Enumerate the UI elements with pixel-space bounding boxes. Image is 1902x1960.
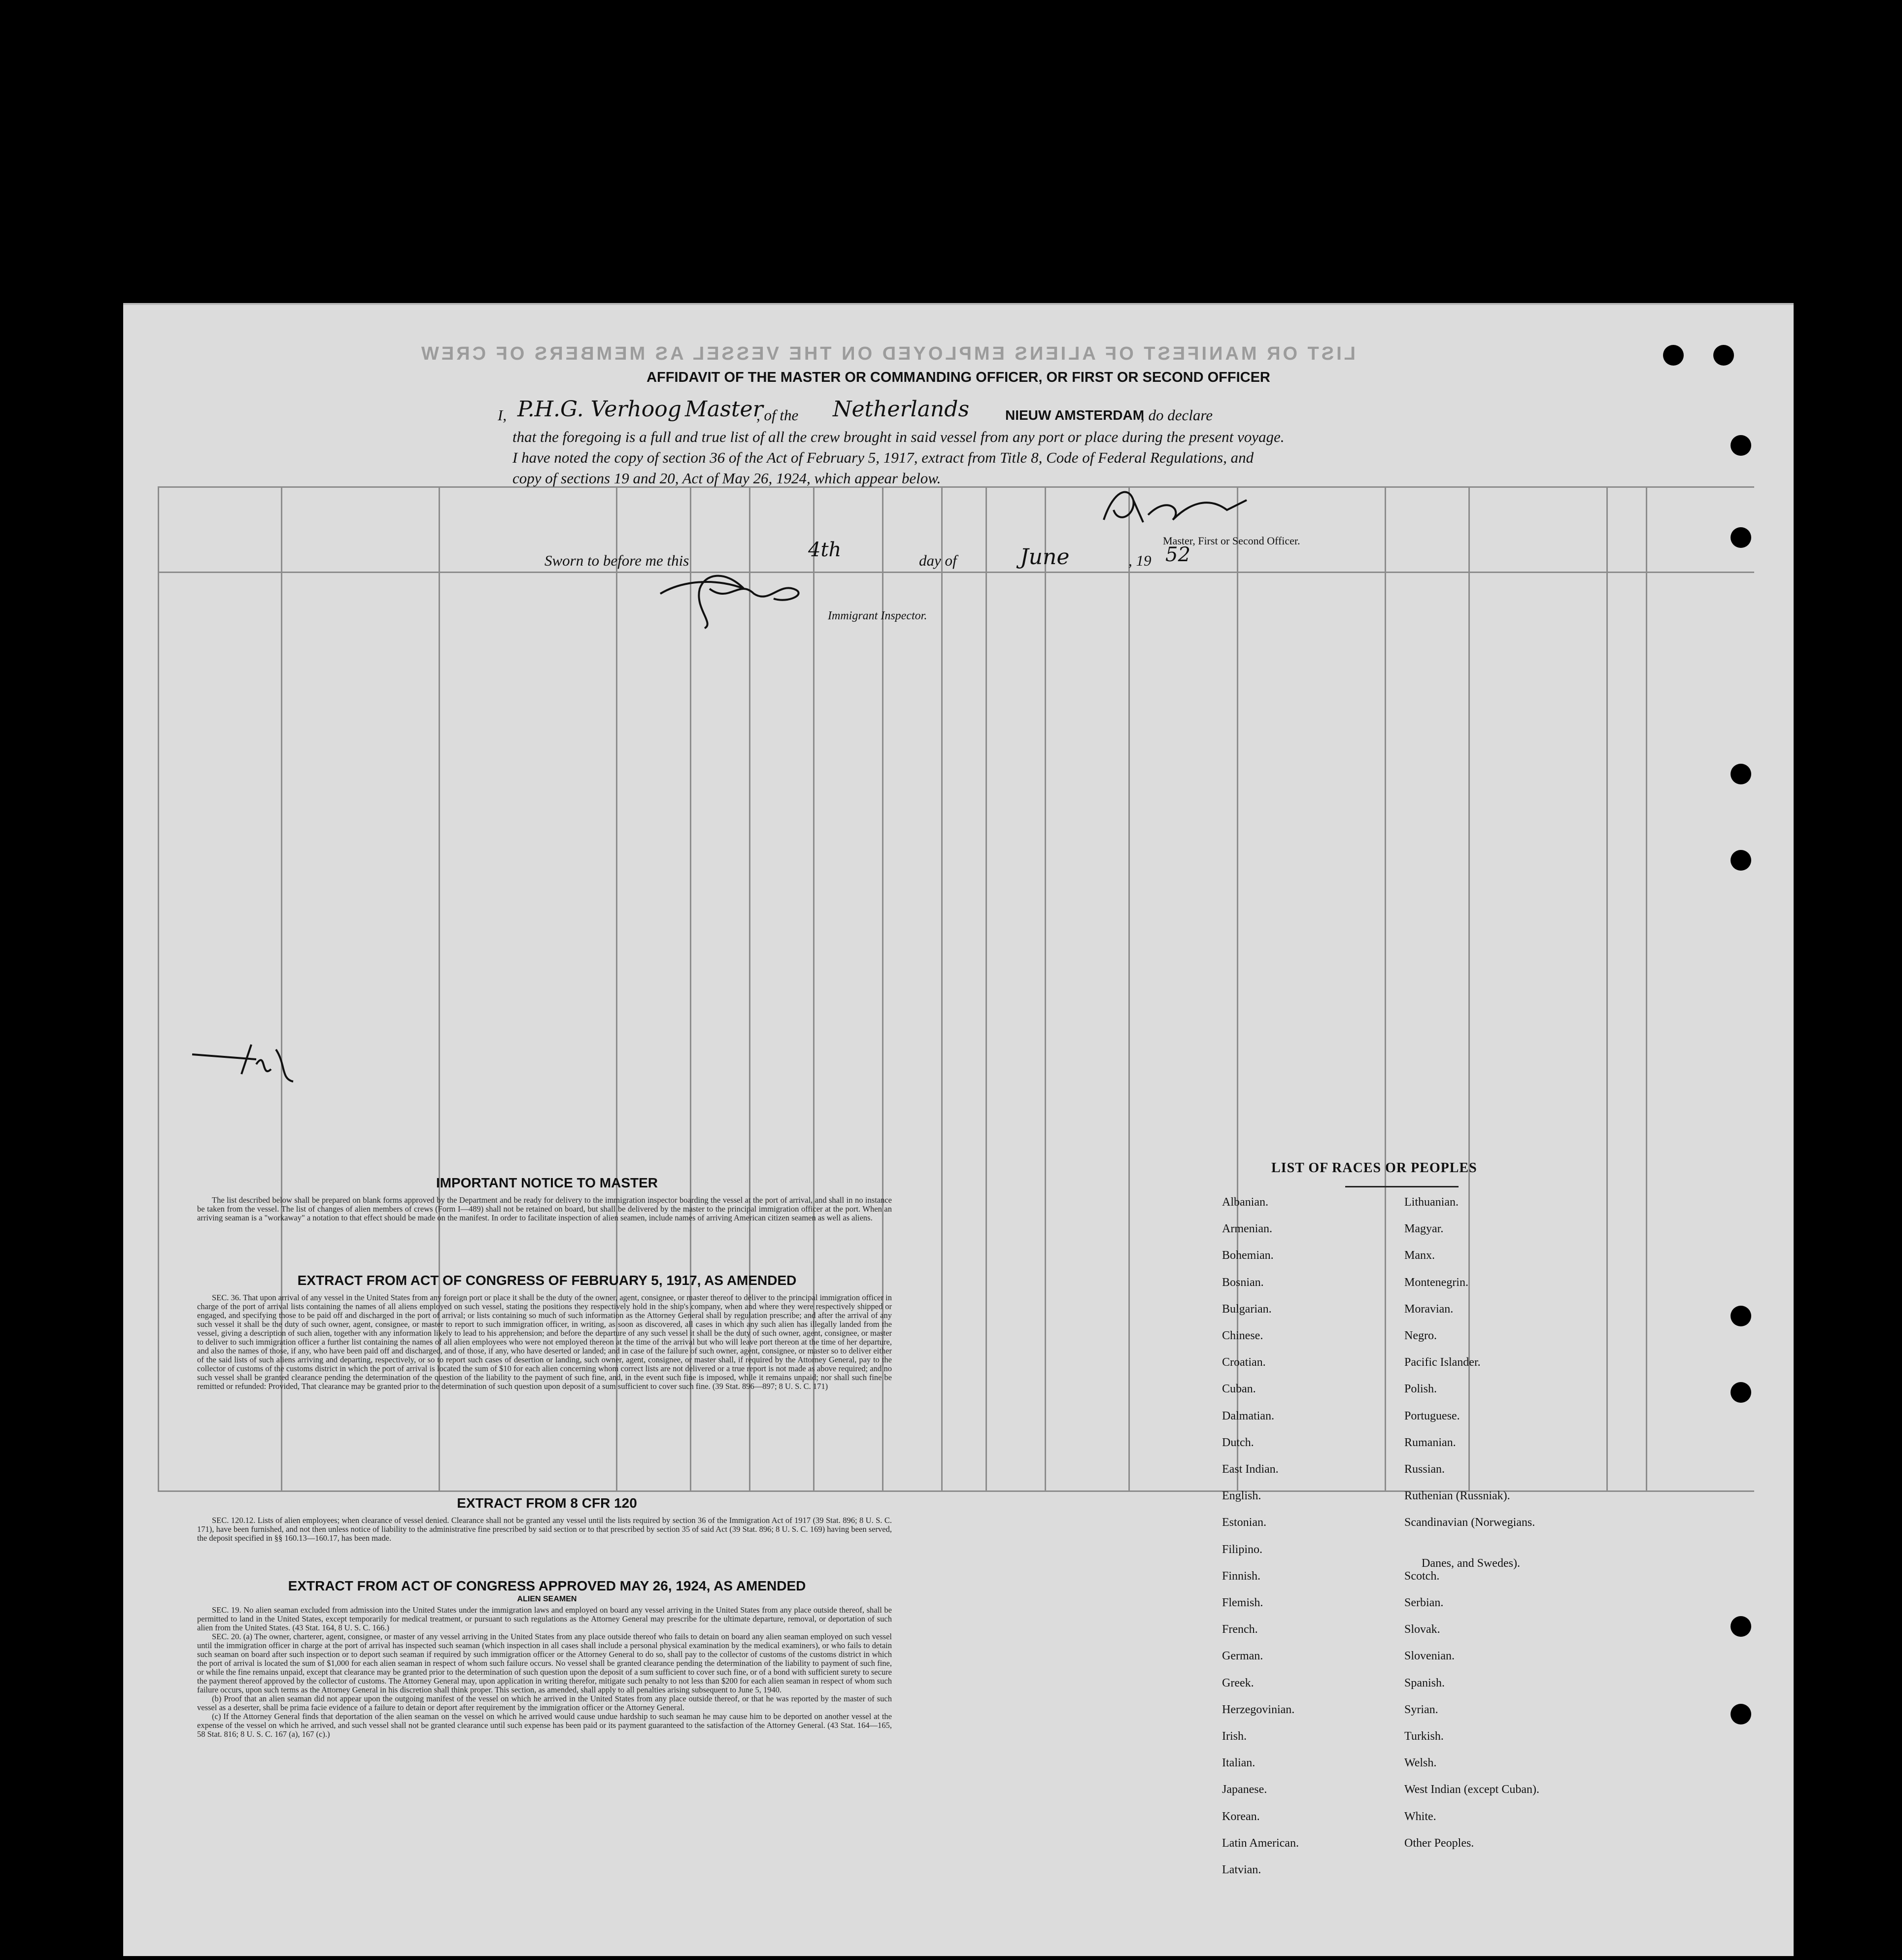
affidavit-line-3: I have noted the copy of section 36 of the Act of February 5, 1917, extract from Title 8, Code of Federal Regulations, and (512, 449, 1254, 466)
race-item: Japanese. (1222, 1783, 1267, 1796)
extract-1917-title: EXTRACT FROM ACT OF CONGRESS OF FEBRUARY 5, 1917, AS AMENDED (297, 1273, 797, 1288)
column-rule (1468, 486, 1470, 1491)
race-item: Syrian. (1404, 1703, 1438, 1716)
master-name-handwritten: P.H.G. Verhoog (517, 397, 681, 422)
race-item: Cuban. (1222, 1383, 1256, 1396)
extract-1924-sec19: SEC. 19. No alien seaman excluded from admission into the United States under the immigration laws and employed on board any vessel arriving in the United States from any place outside thereof, shall be permitted to land in the United States, except temporarily for medical treatment, or pursuant to such regulations as the Attorney General may prescribe for the ultimate departure, removal, or deportation of such alien from the United States. (43 Stat. 164, 8 U. S. C. 166.) (197, 1605, 892, 1632)
column-rule (1646, 486, 1647, 1491)
race-item: Danes, and Swedes). (1422, 1556, 1520, 1570)
extract-1924-text (197, 1606, 892, 1739)
race-item: Finnish. (1222, 1569, 1261, 1583)
race-item: Croatian. (1222, 1356, 1266, 1369)
race-item: Dalmatian. (1222, 1409, 1274, 1422)
extract-cfr-text (197, 1516, 892, 1543)
of-the-text: , of the (756, 406, 799, 424)
day-of-text: day of (919, 552, 957, 569)
race-item: Latvian. (1222, 1863, 1261, 1876)
race-item: Flemish. (1222, 1596, 1263, 1609)
race-item: Herzegovinian. (1222, 1703, 1295, 1716)
sworn-day-handwritten: 4th (808, 539, 842, 561)
punch-hole (1713, 345, 1734, 366)
race-item: Bulgarian. (1222, 1302, 1272, 1316)
race-item: Pacific Islander. (1404, 1356, 1481, 1369)
nationality-handwritten: Netherlands (833, 397, 970, 422)
affidavit-title: AFFIDAVIT OF THE MASTER OR COMMANDING OFFICER, OR FIRST OR SECOND OFFICER (646, 370, 1270, 385)
column-rule (1606, 486, 1608, 1491)
signature-caption: Master, First or Second Officer. (1163, 535, 1300, 547)
extract-cfr-title: EXTRACT FROM 8 CFR 120 (457, 1495, 637, 1511)
extract-1917-paragraph: SEC. 36. That upon arrival of any vessel in the United States from any foreign port or place it shall be the duty of the owner, agent, consignee, or master thereof to deliver to the principal immigration officer in charge of the port of arrival lists containing the names of all aliens employed on such vessel, stating the positions they respectively hold in the ship's company, when and where they were respectively shipped or engaged, and specifying those to be paid off and discharged in the port of arrival; or lists containing so much of such information as the Attorney General shall by regulation prescribe; and after the arrival of any such vessel it shall be the duty of such owner, agent, consignee, or master to report to such immigration officer, in writing, as soon as discovered, all cases in which any such alien has illegally landed from the vessel, giving a description of such alien, together with any information likely to lead to his apprehension; and before the departure of any such vessel it shall be the duty of such owner, agent, consignee, or master to deliver to such immigration officer a further list containing the names of all alien employees who were not employed thereon at the time of the arrival but who will leave port thereon at the time of her departure, and also the names of those, if any, who have been paid off and discharged, and of those, if any, who have deserted or landed; and in case of the failure of such owner, agent, consignee, or master so to deliver either of the said lists of such aliens arriving and departing, respectively, or so to report such cases of desertion or landing, such owner, agent, consignee, or master shall, if required by the Attorney General, pay to the collector of customs of the customs district in which the port of arrival is located the sum of $10 for each alien concerning whom correct lists are not delivered or a true report is not made as above required; and no such vessel shall be granted clearance pending the determination of the question of the liability to the payment of such fine, and, in the event such fine is imposed, while it remains unpaid; nor shall such fine be remitted or refunded: Provided, That clearance may be granted prior to the determination of such question upon deposit of a sum sufficient to cover such fine. (39 Stat. 896—897; 8 U. S. C. 171) (197, 1293, 892, 1391)
vessel-name-stamp: NIEUW AMSTERDAM (1005, 407, 1145, 423)
punch-hole (1663, 345, 1684, 366)
races-title: LIST OF RACES OR PEOPLES (1271, 1160, 1477, 1176)
race-item: Italian. (1222, 1757, 1256, 1770)
punch-hole (1731, 850, 1751, 871)
race-item: Albanian. (1222, 1196, 1268, 1209)
race-item: Irish. (1222, 1730, 1247, 1743)
column-rule (158, 486, 159, 1491)
race-item: Other Peoples. (1404, 1836, 1474, 1850)
punch-hole (1731, 1616, 1751, 1637)
race-item: Bohemian. (1222, 1249, 1274, 1262)
column-rule (1045, 486, 1046, 1491)
affidavit-i: I, (498, 406, 507, 424)
race-item: Turkish. (1404, 1730, 1444, 1743)
race-item: Serbian. (1404, 1596, 1444, 1609)
reversed-header: LIST OR MANIFEST OF ALIENS EMPLOYED ON THE VESSEL AS MEMBERS OF CREW (419, 343, 1356, 364)
race-item: Slovak. (1404, 1623, 1440, 1636)
race-item: Rumanian. (1404, 1436, 1456, 1449)
extract-1917-text (197, 1293, 892, 1391)
extract-1924-sec20c: (c) If the Attorney General finds that deportation of the alien seaman on the vessel on which he arrived would cause undue hardship to such seaman he may cause him to be deported on another vessel at the expense of the vessel on which he arrived, and such vessel shall not be granted clearance until such expense has been paid or its payment guaranteed to the satisfaction of the Attorney General. (43 Stat. 164—165, 58 Stat. 816; 8 U. S. C. 167 (a), 167 (c).) (197, 1712, 892, 1739)
race-item: Portuguese. (1404, 1409, 1460, 1422)
punch-hole (1731, 1704, 1751, 1724)
row-rule (158, 1490, 1754, 1492)
year-prefix: , 19 (1128, 552, 1152, 569)
race-item: Welsh. (1404, 1757, 1437, 1770)
master-signature (1099, 480, 1257, 535)
race-item: Magyar. (1404, 1222, 1444, 1236)
affidavit-line-4: copy of sections 19 and 20, Act of May 26, 1924, which appear below. (512, 470, 941, 487)
race-item: Russian. (1404, 1463, 1445, 1476)
race-item: Armenian. (1222, 1222, 1272, 1236)
race-item: Estonian. (1222, 1516, 1266, 1529)
race-item: Montenegrin. (1404, 1276, 1468, 1289)
race-item: Slovenian. (1404, 1650, 1455, 1663)
extract-1924-subtitle: ALIEN SEAMEN (517, 1595, 577, 1603)
punch-hole (1731, 1382, 1751, 1403)
extract-cfr-paragraph: SEC. 120.12. Lists of alien employees; when clearance of vessel denied. Clearance shall not be granted any vessel until the lists required by section 36 of the Immigration Act of 1917 (39 Stat. 896; 8 U. S. C. 171), have been furnished, and not then unless notice of liability to the administrative fine prescribed by said section or to that prescribed by section 35 of said Act (39 Stat. 896; 8 U. S. C. 169) having been served, the deposit specified in §§ 160.13—160.17, has been made. (197, 1516, 892, 1543)
column-rule (985, 486, 987, 1491)
declare-text: , do declare (1141, 406, 1213, 424)
sworn-month-handwritten: June (1020, 544, 1070, 570)
column-rule (1128, 486, 1130, 1491)
race-item: White. (1404, 1810, 1436, 1823)
race-item: Scandinavian (Norwegians. (1404, 1516, 1535, 1529)
race-item: Dutch. (1222, 1436, 1254, 1449)
column-rule (941, 486, 943, 1491)
notice-text (197, 1196, 892, 1222)
column-rule (1385, 486, 1386, 1491)
notice-paragraph: The list described below shall be prepared on blank forms approved by the Department and be ready for delivery to the immigration inspector boarding the vessel at the port of arrival, and shall in no instance be taken from the vessel. The list of changes of alien members of crews (Form I—489) shall not be retained on board, but shall be delivered by the master to the principal immigration officer at the port. When an arriving seaman is a "workaway" a notation to that effect should be made on the manifest. In order to facilitate inspection of alien seamen, include names of arriving American citizen seamen as well as aliens. (197, 1195, 892, 1222)
race-item: Ruthenian (Russniak). (1404, 1489, 1510, 1503)
inspector-signature (645, 559, 813, 633)
manifest-page (123, 303, 1794, 1956)
affidavit-line-2: that the foregoing is a full and true list of all the crew brought in said vessel from any port or place during the present voyage. (512, 428, 1285, 445)
position-handwritten: Master (685, 397, 763, 422)
race-item: Lithuanian. (1404, 1196, 1459, 1209)
extract-1924-title: EXTRACT FROM ACT OF CONGRESS APPROVED MAY 26, 1924, AS AMENDED (288, 1578, 806, 1593)
race-item: East Indian. (1222, 1463, 1279, 1476)
row-rule (158, 572, 1754, 573)
initials-mark (187, 1035, 296, 1089)
race-item: Chinese. (1222, 1329, 1263, 1342)
races-title-rule (1345, 1186, 1459, 1187)
notice-title: IMPORTANT NOTICE TO MASTER (436, 1175, 658, 1190)
race-item: English. (1222, 1489, 1261, 1503)
race-item: French. (1222, 1623, 1258, 1636)
race-item: Latin American. (1222, 1836, 1299, 1850)
race-item: West Indian (except Cuban). (1404, 1783, 1539, 1796)
race-item: Greek. (1222, 1676, 1254, 1690)
sworn-prefix: Sworn to before me this (544, 552, 689, 569)
race-item: Scotch. (1404, 1569, 1440, 1583)
race-item: Manx. (1404, 1249, 1435, 1262)
punch-hole (1731, 1306, 1751, 1326)
punch-hole (1731, 764, 1751, 784)
extract-1924-sec20b: (b) Proof that an alien seaman did not appear upon the outgoing manifest of the vessel on which he arrived in the United States from any place outside thereof, or that he was reported by the master of such vessel as a deserter, shall be prima facie evidence of a failure to detain or deport after requirement by the immigration officer or the Attorney General. (197, 1694, 892, 1712)
race-item: Negro. (1404, 1329, 1437, 1342)
extract-1924-sec20a: SEC. 20. (a) The owner, charterer, agent, consignee, or master of any vessel arriving in the United States from any place outside thereof who fails to detain on board any alien seaman employed on such vessel until the immigration officer in charge at the port of arrival has inspected such seaman (which inspection in all cases shall include a personal physical examination by the medical examiners), or who fails to detain such seaman on board after such inspection or to deport such seaman if required by such immigration officer or the Attorney General to do so, shall pay to the collector of customs of the customs district in which the port of arrival is located the sum of $1,000 for each alien seaman in respect of whom such failure occurs. No vessel shall be granted clearance pending the determination of the liability to payment of such fine, or while the fine remains unpaid, except that clearance may be granted prior to the determination of such question upon the deposit of a sum sufficient to cover such fine, or of a bond with sufficient surety to secure the payment thereof approved by the collector of customs. The Attorney General may, upon application in writing therefor, mitigate such penalty to not less than $200 for each alien seaman in respect of whom such failure occurs, upon such terms as the Attorney General in his discretion shall think proper. This section, as amended, shall apply to all penalties arising subsequent to June 5, 1940. (197, 1632, 892, 1694)
punch-hole (1731, 435, 1751, 456)
inspector-caption: Immigrant Inspector. (828, 609, 927, 622)
punch-hole (1731, 527, 1751, 548)
race-item: Polish. (1404, 1383, 1437, 1396)
race-item: Filipino. (1222, 1543, 1263, 1556)
race-item: Spanish. (1404, 1676, 1445, 1690)
race-item: Bosnian. (1222, 1276, 1264, 1289)
race-item: German. (1222, 1650, 1263, 1663)
row-rule (158, 486, 1754, 488)
race-item: Moravian. (1404, 1302, 1454, 1316)
race-item: Korean. (1222, 1810, 1260, 1823)
sworn-year-handwritten: 52 (1165, 543, 1190, 566)
